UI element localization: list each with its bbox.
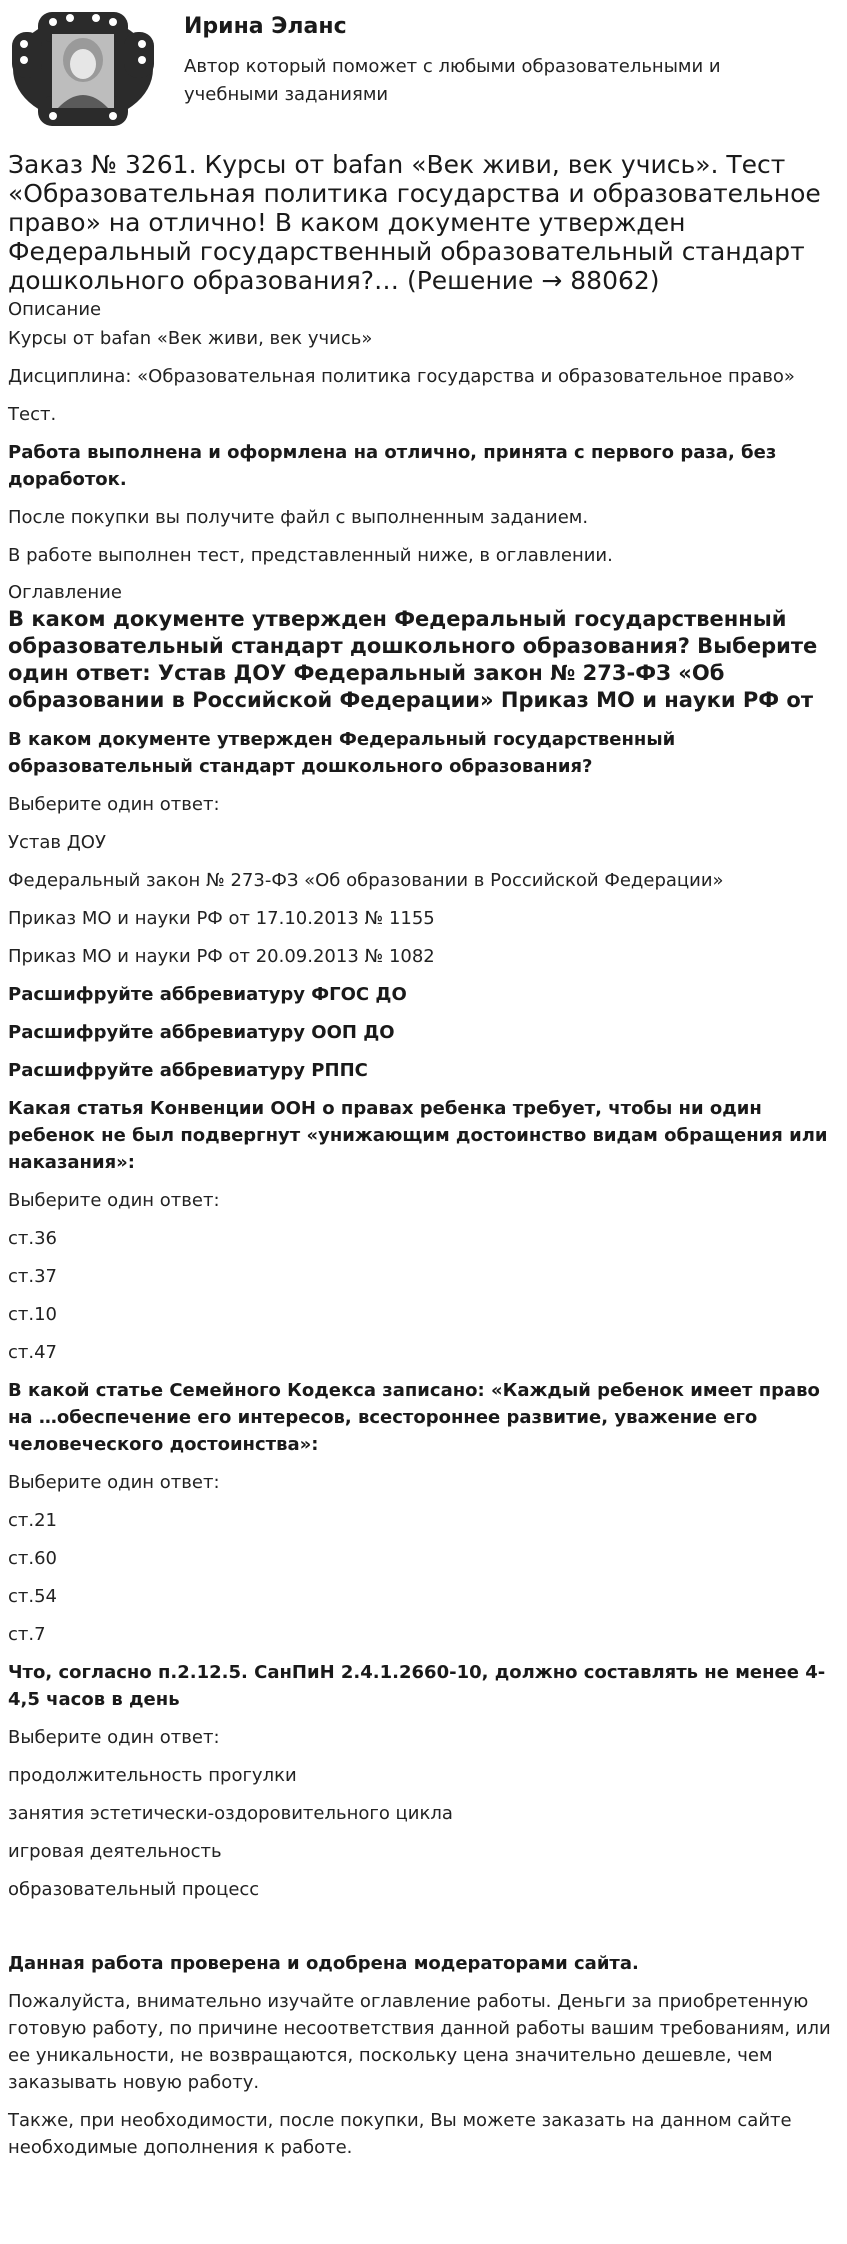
description-quality: Работа выполнена и оформлена на отлично, принята с первого раза, без доработок.: [8, 442, 777, 490]
question-5: Какая статья Конвенции ООН о правах ребенка требует, чтобы ни один ребенок не был подвергнут «унижающим достоинство видам обращения или наказания»:: [8, 1098, 828, 1173]
question-1-option: Федеральный закон № 273-ФЗ «Об образовании в Российской Федерации»: [8, 870, 724, 891]
question-7: Что, согласно п.2.12.5. СанПиН 2.4.1.2660-10, должно составлять не менее 4-4,5 часов в день: [8, 1662, 826, 1710]
description-type: Тест.: [8, 404, 57, 425]
question-6-option: ст.60: [8, 1548, 58, 1569]
question-1-prompt: Выберите один ответ:: [8, 794, 220, 815]
question-6-prompt: Выберите один ответ:: [8, 1472, 220, 1493]
question-7-option: продолжительность прогулки: [8, 1765, 297, 1786]
question-2: Расшифруйте аббревиатуру ФГОС ДО: [8, 984, 407, 1005]
question-7-prompt: Выберите один ответ:: [8, 1727, 220, 1748]
question-7-option: игровая деятельность: [8, 1841, 222, 1862]
toc-heading: В каком документе утвержден Федеральный государственный образовательный стандарт дошкольного образования? Выберите один ответ: Устав ДОУ Федеральный закон № 273-ФЗ «Об образовании в Российской Федерации» Приказ МО и науки РФ от: [8, 607, 818, 712]
question-5-prompt: Выберите один ответ:: [8, 1190, 220, 1211]
question-6-option: ст.54: [8, 1586, 58, 1607]
question-1-option: Устав ДОУ: [8, 832, 106, 853]
question-5-option: ст.47: [8, 1342, 58, 1363]
description-courses: Курсы от bafan «Век живи, век учись»: [8, 328, 373, 349]
question-7-option: занятия эстетически-оздоровительного цикла: [8, 1803, 453, 1824]
author-info: [158, 4, 784, 109]
page-title: Заказ № 3261. Курсы от bafan «Век живи, век учись». Тест «Образовательная политика государства и образовательное право» на отлично! В каком документе утвержден Федеральный государственный образовательный стандарт дошкольного образования?… (Решение → 88062): [8, 150, 821, 295]
question-5-option: ст.10: [8, 1304, 58, 1325]
author-description: Автор который поможет с любыми образовательными и учебными заданиями: [184, 56, 721, 105]
question-1-option: Приказ МО и науки РФ от 17.10.2013 № 1155: [8, 908, 435, 929]
question-5-option: ст.36: [8, 1228, 58, 1249]
question-7-option: образовательный процесс: [8, 1879, 260, 1900]
verified-note: Данная работа проверена и одобрена модераторами сайта.: [8, 1953, 639, 1974]
refund-note: Пожалуйста, внимательно изучайте оглавление работы. Деньги за приобретенную готовую работу, по причине несоответствия данной работы вашим требованиям, или ее уникальности, не возвращаются, поскольку цена значительно дешевле, чем заказывать новую работу.: [8, 1991, 831, 2093]
description-label: Описание: [8, 299, 102, 320]
section-spacer: [8, 1914, 839, 1950]
question-1-option: Приказ МО и науки РФ от 20.09.2013 № 1082: [8, 946, 435, 967]
toc-label: Оглавление: [8, 582, 122, 603]
question-6-option: ст.21: [8, 1510, 58, 1531]
question-5-option: ст.37: [8, 1266, 58, 1287]
additions-note: Также, при необходимости, после покупки, Вы можете заказать на данном сайте необходимые дополнения к работе.: [8, 2110, 792, 2158]
question-3: Расшифруйте аббревиатуру ООП ДО: [8, 1022, 395, 1043]
question-4: Расшифруйте аббревиатуру РППС: [8, 1060, 368, 1081]
description-discipline: Дисциплина: «Образовательная политика государства и образовательное право»: [8, 366, 795, 387]
description-content-note: В работе выполнен тест, представленный ниже, в оглавлении.: [8, 545, 613, 566]
author-photo: [8, 4, 158, 134]
author-name[interactable]: Ирина Эланс: [184, 14, 347, 39]
question-6-option: ст.7: [8, 1624, 46, 1645]
author-photo-film-frame-icon: [8, 4, 158, 134]
description-after-purchase: После покупки вы получите файл с выполненным заданием.: [8, 507, 589, 528]
question-6: В какой статье Семейного Кодекса записано: «Каждый ребенок имеет право на …обеспечение его интересов, всестороннее развитие, уважение его человеческого достоинства»:: [8, 1380, 820, 1455]
author-card: [8, 0, 839, 142]
question-1: В каком документе утвержден Федеральный государственный образовательный стандарт дошкольного образования?: [8, 729, 676, 777]
